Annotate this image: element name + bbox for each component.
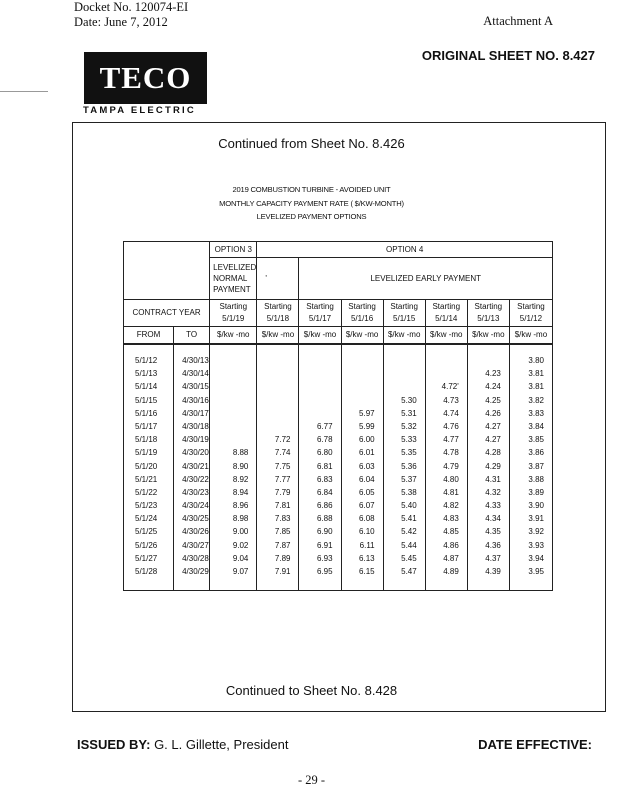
margin-mark <box>0 91 48 92</box>
rate-cell: 7.83 <box>274 514 291 524</box>
levelized-normal-header: LEVELIZED NORMAL PAYMENT <box>210 258 257 300</box>
table-title <box>0 183 623 224</box>
rate-cell: 6.13 <box>359 553 375 563</box>
continued-from: Continued from Sheet No. 8.426 <box>218 136 405 151</box>
starting-date-header: Starting 5/1/18 <box>257 300 299 327</box>
rate-cell <box>210 354 256 367</box>
from-cell: 5/1/15 <box>135 395 158 405</box>
rate-cell: 7.77 <box>274 474 291 484</box>
rate-cell <box>299 354 340 367</box>
from-cell: 5/1/22 <box>135 487 158 497</box>
rate-cell: 7.79 <box>274 487 291 497</box>
from-cell: 5/1/18 <box>135 435 158 445</box>
to-column <box>174 344 210 591</box>
rate-cell: 3.94 <box>528 553 544 563</box>
to-cell: 4/30/21 <box>182 461 209 471</box>
logo-text: TECO <box>99 60 192 95</box>
docket-number: Docket No. 120074-EI <box>74 0 189 14</box>
rate-cell <box>257 367 298 380</box>
rate-cell: 8.88 <box>232 448 249 458</box>
rate-cell: 5.44 <box>401 540 417 550</box>
title-line: LEVELIZED PAYMENT OPTIONS <box>256 212 367 221</box>
to-cell: 4/30/15 <box>182 382 209 392</box>
from-cell: 5/1/28 <box>135 567 158 576</box>
rate-cell <box>384 380 425 393</box>
from-header: FROM <box>124 327 174 345</box>
rate-cell: 4.23 <box>485 369 501 379</box>
rate-cell: 7.74 <box>274 448 291 458</box>
issued-by <box>77 737 288 752</box>
rate-cell <box>210 380 256 393</box>
from-cell: 5/1/27 <box>135 553 158 563</box>
rate-cell: 5.47 <box>401 567 417 576</box>
date-effective: DATE EFFECTIVE: <box>478 737 592 752</box>
to-header: TO <box>174 327 210 345</box>
rate-cell: 6.08 <box>359 514 375 524</box>
rate-cell: 4.86 <box>443 540 459 550</box>
rate-cell <box>342 367 383 380</box>
unit-header: $/kw -mo <box>425 327 467 345</box>
rate-cell <box>342 380 383 393</box>
rate-cell: 4.72' <box>441 382 459 392</box>
rate-cell: 8.96 <box>232 501 249 511</box>
to-cell: 4/30/14 <box>182 369 209 379</box>
rate-cell: 3.88 <box>528 474 544 484</box>
rate-cell: 3.81 <box>528 369 544 379</box>
to-cell: 4/30/20 <box>182 448 209 458</box>
to-cell: 4/30/28 <box>182 553 209 563</box>
rate-cell: 6.03 <box>359 461 375 471</box>
rate-cell: 5.31 <box>401 408 417 418</box>
starting-date-header: Starting 5/1/19 <box>210 300 257 327</box>
to-cell: 4/30/26 <box>182 527 209 537</box>
capacity-payment-table <box>123 241 553 591</box>
title-line: 2019 COMBUSTION TURBINE - AVOIDED UNIT <box>232 185 391 194</box>
to-cell: 4/30/29 <box>182 567 209 576</box>
to-cell: 4/30/16 <box>182 395 209 405</box>
rate-cell: 6.90 <box>316 527 333 537</box>
from-cell: 5/1/16 <box>135 408 158 418</box>
rate-cell <box>384 354 425 367</box>
from-cell: 5/1/13 <box>135 369 158 379</box>
rate-cell: 5.33 <box>401 435 417 445</box>
from-cell: 5/1/19 <box>135 448 158 458</box>
rate-column <box>383 344 425 591</box>
rate-cell: 3.82 <box>528 395 544 405</box>
rate-cell: 6.00 <box>359 435 375 445</box>
from-cell: 5/1/25 <box>135 527 158 537</box>
issued-by-label: ISSUED BY: <box>77 737 151 752</box>
rate-column <box>467 344 509 591</box>
teco-logo <box>84 52 207 104</box>
rate-cell: 5.41 <box>401 514 417 524</box>
rate-cell: 4.87 <box>443 553 459 563</box>
rate-cell: 5.35 <box>401 448 417 458</box>
rate-cell <box>426 354 467 367</box>
rate-cell: 6.91 <box>316 540 333 550</box>
rate-column <box>425 344 467 591</box>
from-cell: 5/1/17 <box>135 421 158 431</box>
option4-header: OPTION 4 <box>257 242 553 258</box>
rate-cell <box>426 367 467 380</box>
rate-cell: 6.05 <box>359 487 375 497</box>
rate-cell: 7.87 <box>274 540 291 550</box>
rate-column <box>341 344 383 591</box>
rate-cell: 4.82 <box>443 501 459 511</box>
from-cell: 5/1/23 <box>135 501 158 511</box>
page-number: - 29 - <box>297 773 326 787</box>
rate-cell: 4.76 <box>443 421 459 431</box>
rate-cell: 6.77 <box>316 421 333 431</box>
unit-header: $/kw -mo <box>341 327 383 345</box>
rate-cell: 8.92 <box>232 474 249 484</box>
rate-cell: 6.88 <box>316 514 333 524</box>
to-cell: 4/30/13 <box>182 356 209 365</box>
rate-cell: 6.01 <box>359 448 375 458</box>
attachment-label: Attachment A <box>483 14 553 28</box>
blank-header-cell <box>124 242 210 300</box>
rate-cell: 6.15 <box>359 567 375 576</box>
rate-cell: 4.31 <box>485 474 501 484</box>
rate-cell <box>299 367 340 380</box>
rate-cell <box>257 354 298 367</box>
rate-cell: 3.87 <box>528 461 544 471</box>
rate-cell: 6.93 <box>316 553 333 563</box>
rate-cell: 3.93 <box>528 540 544 550</box>
unit-header: $/kw -mo <box>299 327 341 345</box>
rate-cell: 4.27 <box>485 435 501 445</box>
rate-cell: 9.07 <box>232 567 249 576</box>
rate-cell <box>299 407 340 420</box>
rate-cell: 4.35 <box>485 527 501 537</box>
rate-cell: 6.11 <box>359 540 375 550</box>
rate-cell: 6.83 <box>316 474 333 484</box>
rate-cell <box>257 380 298 393</box>
rate-cell: 4.24 <box>485 382 501 392</box>
rate-cell: 4.85 <box>443 527 459 537</box>
rate-cell: 6.86 <box>316 501 333 511</box>
issued-by-name: G. L. Gillette, President <box>154 737 289 752</box>
rate-cell: 6.78 <box>316 435 333 445</box>
rate-cell <box>342 354 383 367</box>
rate-cell <box>257 420 298 433</box>
unit-header: $/kw -mo <box>467 327 509 345</box>
rate-cell: 8.98 <box>232 514 249 524</box>
rate-cell <box>257 407 298 420</box>
rate-cell: 4.39 <box>485 567 501 576</box>
starting-date-header: Starting 5/1/13 <box>467 300 509 327</box>
to-cell: 4/30/19 <box>182 435 209 445</box>
rate-cell: 6.84 <box>316 487 333 497</box>
rate-cell: 7.75 <box>274 461 291 471</box>
rate-cell: 4.36 <box>485 540 501 550</box>
rate-cell: 6.07 <box>359 501 375 511</box>
rate-cell: 4.33 <box>485 501 501 511</box>
docket-header <box>74 0 188 30</box>
rate-cell: 3.80 <box>528 356 544 365</box>
rate-column <box>509 344 552 591</box>
rate-cell: 6.95 <box>316 567 333 576</box>
rate-cell: 4.25 <box>485 395 501 405</box>
rate-cell: 5.42 <box>401 527 417 537</box>
rate-cell: 5.37 <box>401 474 417 484</box>
from-cell: 5/1/12 <box>135 356 158 365</box>
rate-cell: 4.28 <box>485 448 501 458</box>
title-line: MONTHLY CAPACITY PAYMENT RATE ( $/KW-MONTH) <box>219 198 404 208</box>
rate-cell: 4.81 <box>443 487 459 497</box>
to-cell: 4/30/22 <box>182 474 209 484</box>
rate-cell <box>210 407 256 420</box>
contract-year-header: CONTRACT YEAR <box>124 300 210 327</box>
levelized-early-header: LEVELIZED EARLY PAYMENT <box>299 258 553 300</box>
rate-cell: 5.36 <box>401 461 417 471</box>
from-cell: 5/1/21 <box>135 474 158 484</box>
from-cell: 5/1/24 <box>135 514 158 524</box>
rate-cell <box>299 394 340 407</box>
starting-date-header: Starting 5/1/16 <box>341 300 383 327</box>
rate-cell: 5.97 <box>359 408 375 418</box>
from-cell: 5/1/20 <box>135 461 158 471</box>
rate-cell <box>342 394 383 407</box>
rate-cell: 3.92 <box>528 527 544 537</box>
rate-cell: 4.78 <box>443 448 459 458</box>
rate-cell: 7.89 <box>274 553 291 563</box>
rate-cell: 5.38 <box>401 487 417 497</box>
rate-cell: 8.90 <box>232 461 249 471</box>
rate-cell: 8.94 <box>232 487 249 497</box>
rate-cell: 4.77 <box>443 435 459 445</box>
rate-cell: 3.89 <box>528 487 544 497</box>
from-column <box>124 344 174 591</box>
rate-cell: 4.83 <box>443 514 459 524</box>
from-cell: 5/1/26 <box>135 540 158 550</box>
continued-to: Continued to Sheet No. 8.428 <box>225 683 398 698</box>
rate-cell <box>468 354 509 367</box>
rate-cell: 3.81 <box>528 382 544 392</box>
rate-cell: 5.40 <box>401 501 417 511</box>
rate-cell: 9.02 <box>232 540 249 550</box>
from-cell: 5/1/14 <box>135 382 158 392</box>
rate-cell <box>384 367 425 380</box>
sheet-number: ORIGINAL SHEET NO. 8.427 <box>421 48 595 63</box>
rate-cell: 7.72 <box>274 435 291 445</box>
rate-cell: 3.84 <box>528 421 544 431</box>
rate-cell: 6.80 <box>316 448 333 458</box>
rate-cell: 5.45 <box>401 553 417 563</box>
rate-cell: 3.91 <box>528 514 544 524</box>
rate-cell: 6.10 <box>359 527 375 537</box>
to-cell: 4/30/18 <box>182 421 209 431</box>
rate-cell: 3.83 <box>528 408 544 418</box>
to-cell: 4/30/17 <box>182 408 209 418</box>
to-cell: 4/30/25 <box>182 514 209 524</box>
rate-cell: 4.37 <box>485 553 501 563</box>
rate-column <box>257 344 299 591</box>
rate-cell: 7.81 <box>274 501 291 511</box>
rate-cell: 4.29 <box>485 461 501 471</box>
rate-cell <box>299 380 340 393</box>
rate-cell: 6.81 <box>316 461 333 471</box>
rate-cell: 5.30 <box>401 395 417 405</box>
to-cell: 4/30/27 <box>182 540 209 550</box>
to-cell: 4/30/23 <box>182 487 209 497</box>
rate-cell <box>210 367 256 380</box>
rate-cell: 7.85 <box>274 527 291 537</box>
rate-cell: 5.32 <box>401 421 417 431</box>
rate-cell: 4.34 <box>485 514 501 524</box>
rate-cell: 4.89 <box>443 567 459 576</box>
rate-column <box>299 344 341 591</box>
rate-cell: 4.74 <box>443 408 459 418</box>
rate-cell <box>210 394 256 407</box>
unit-header: $/kw -mo <box>210 327 257 345</box>
rate-cell <box>257 394 298 407</box>
rate-cell: 4.32 <box>485 487 501 497</box>
rate-cell: 4.26 <box>485 408 501 418</box>
rate-cell: 9.00 <box>232 527 249 537</box>
rate-cell: 4.79 <box>443 461 459 471</box>
rate-cell <box>210 433 256 446</box>
levelized-early-mark: ' <box>257 258 299 300</box>
starting-date-header: Starting 5/1/15 <box>383 300 425 327</box>
starting-date-header: Starting 5/1/17 <box>299 300 341 327</box>
starting-date-header: Starting 5/1/14 <box>425 300 467 327</box>
rate-cell <box>210 420 256 433</box>
rate-cell: 5.99 <box>359 421 375 431</box>
unit-header: $/kw -mo <box>509 327 552 345</box>
unit-header: $/kw -mo <box>383 327 425 345</box>
logo-subtitle: TAMPA ELECTRIC <box>83 105 196 116</box>
rate-cell: 3.90 <box>528 501 544 511</box>
docket-date: Date: June 7, 2012 <box>74 15 168 29</box>
rate-cell: 6.04 <box>359 474 375 484</box>
starting-date-header: Starting 5/1/12 <box>509 300 552 327</box>
rate-cell: 4.27 <box>485 421 501 431</box>
unit-header: $/kw -mo <box>257 327 299 345</box>
to-cell: 4/30/24 <box>182 501 209 511</box>
rate-cell: 7.91 <box>274 567 291 576</box>
rate-cell: 3.86 <box>528 448 544 458</box>
rate-cell: 9.04 <box>232 553 249 563</box>
rate-column <box>210 344 257 591</box>
rate-cell: 3.85 <box>528 435 544 445</box>
option3-header: OPTION 3 <box>210 242 257 258</box>
rate-cell: 4.80 <box>443 474 459 484</box>
rate-cell: 4.73 <box>443 395 459 405</box>
rate-cell: 3.95 <box>528 567 544 576</box>
